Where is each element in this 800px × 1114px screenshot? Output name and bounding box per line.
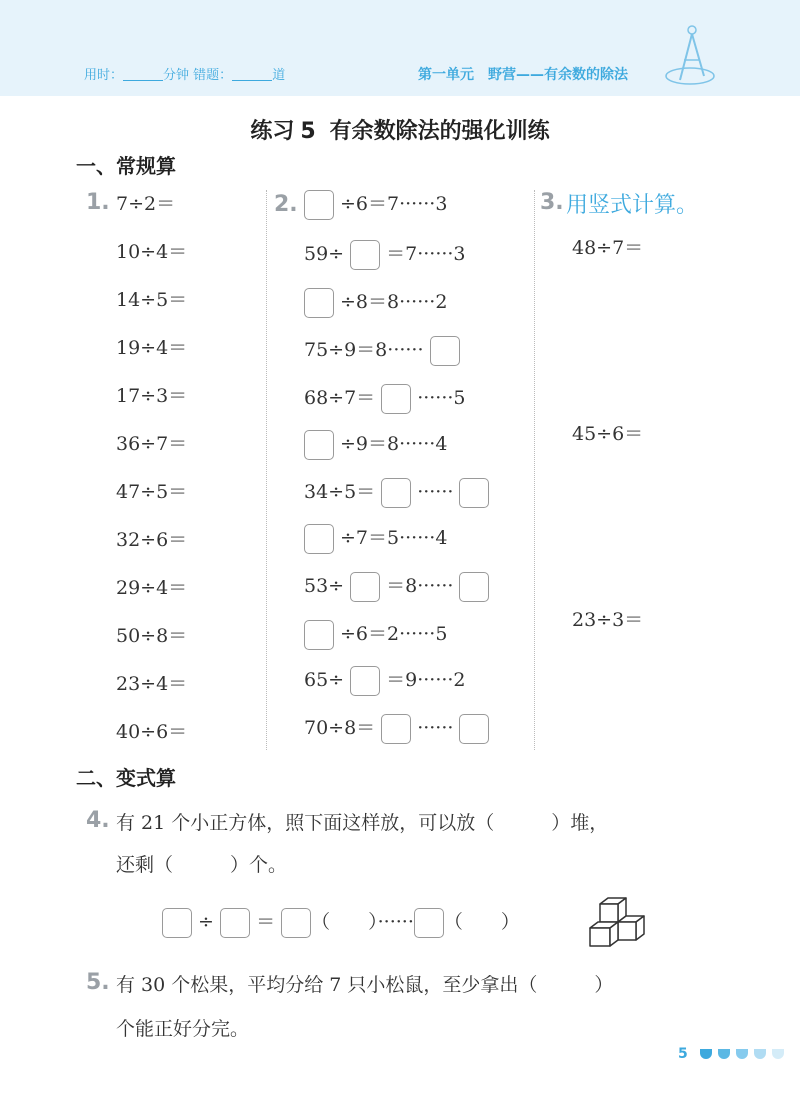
time-blank[interactable] — [123, 66, 163, 81]
q2-text: ＝7······3 — [386, 243, 466, 265]
q2-row — [304, 666, 472, 696]
q2-text: 75÷9＝8······ — [304, 339, 424, 361]
decor-drop-icon — [772, 1049, 784, 1059]
q2-row — [304, 524, 453, 554]
q3-item: 23÷3＝ — [572, 609, 644, 631]
answer-box[interactable] — [430, 336, 460, 366]
answer-box[interactable] — [304, 288, 334, 318]
section-2-heading: 二、变式算 — [76, 766, 176, 790]
decor-drop-icon — [718, 1049, 730, 1059]
q2-text: 68÷7＝ — [304, 387, 376, 409]
q2-number: 2. — [274, 192, 298, 217]
q2-row — [304, 384, 472, 414]
q2-text: ······ — [417, 481, 454, 503]
q2-text: ÷7＝5······4 — [340, 527, 448, 549]
answer-box[interactable] — [381, 478, 411, 508]
q5-line-2: 个能正好分完。 — [116, 1018, 250, 1040]
cube-stack-icon — [586, 896, 646, 950]
decor-drop-icon — [736, 1049, 748, 1059]
q2-text: ＝8······ — [386, 575, 454, 597]
q3-label: 用竖式计算。 — [566, 193, 699, 218]
unit-paren: （ ） — [311, 911, 378, 933]
q1-item: 32÷6＝ — [116, 529, 188, 551]
q5-line-1: 有 30 个松果，平均分给 7 只小松鼠，至少拿出（ ） — [116, 974, 614, 996]
q2-text: ÷9＝8······4 — [340, 433, 448, 455]
title-prefix: 练习 — [250, 119, 295, 144]
answer-box[interactable] — [459, 572, 489, 602]
title-number: 5 — [300, 119, 316, 144]
unit-title: 第一单元 野营——有余数的除法 — [418, 67, 628, 83]
q1-item: 17÷3＝ — [116, 385, 188, 407]
q2-text: ······ — [417, 717, 454, 739]
q1-item: 10÷4＝ — [116, 241, 188, 263]
answer-box[interactable] — [350, 666, 380, 696]
q4-line-1: 有 21 个小正方体，照下面这样放，可以放（ ）堆， — [116, 812, 609, 834]
answer-box[interactable] — [381, 384, 411, 414]
q2-row — [304, 714, 489, 744]
q1-number: 1. — [86, 190, 110, 215]
answer-box[interactable] — [459, 714, 489, 744]
divider-1 — [266, 190, 267, 750]
answer-box[interactable] — [304, 430, 334, 460]
q2-text: 53÷ — [304, 575, 345, 597]
decor-drop-icon — [700, 1049, 712, 1059]
answer-box[interactable] — [350, 240, 380, 270]
q2-text: ÷6＝7······3 — [340, 193, 448, 215]
q1-item: 36÷7＝ — [116, 433, 188, 455]
time-unit: 分钟 — [163, 68, 190, 83]
answer-box[interactable] — [162, 908, 192, 938]
q3-item: 48÷7＝ — [572, 237, 644, 259]
q2-text: ······5 — [417, 387, 466, 409]
q2-row — [304, 190, 453, 220]
q2-row — [304, 620, 453, 650]
q2-row — [304, 336, 460, 366]
q1-item: 7÷2＝ — [116, 193, 176, 215]
remainder-dots: ······ — [377, 911, 414, 933]
q1-item: 50÷8＝ — [116, 625, 188, 647]
errors-unit: 道 — [272, 68, 286, 83]
q2-text: 65÷ — [304, 669, 345, 691]
title-text: 有余数除法的强化训练 — [329, 119, 550, 144]
q1-item: 14÷5＝ — [116, 289, 188, 311]
errors-blank[interactable] — [232, 66, 272, 81]
answer-box[interactable] — [220, 908, 250, 938]
answer-box[interactable] — [281, 908, 311, 938]
q1-item: 47÷5＝ — [116, 481, 188, 503]
answer-box[interactable] — [350, 572, 380, 602]
eq-sign: ＝ — [256, 911, 276, 933]
q2-row — [304, 478, 489, 508]
q1-item: 40÷6＝ — [116, 721, 188, 743]
q1-item: 29÷4＝ — [116, 577, 188, 599]
q2-text: ＝9······2 — [386, 669, 466, 691]
q1-item: 19÷4＝ — [116, 337, 188, 359]
q2-text: 34÷5＝ — [304, 481, 376, 503]
q2-row — [304, 572, 489, 602]
answer-box[interactable] — [414, 908, 444, 938]
q3-number: 3. — [540, 190, 564, 215]
time-label: 用时： — [84, 68, 124, 83]
q4-line-2: 还剩（ ）个。 — [116, 854, 288, 876]
unit-paren: （ ） — [443, 911, 520, 933]
q2-row — [304, 430, 453, 460]
q2-text: 59÷ — [304, 243, 345, 265]
answer-box[interactable] — [459, 478, 489, 508]
q2-text: ÷6＝2······5 — [340, 623, 448, 645]
answer-box[interactable] — [304, 620, 334, 650]
page-title — [0, 114, 800, 145]
div-sign: ÷ — [198, 911, 214, 933]
q3-item: 45÷6＝ — [572, 423, 644, 445]
answer-box[interactable] — [304, 524, 334, 554]
q1-item: 23÷4＝ — [116, 673, 188, 695]
decor-drop-icon — [754, 1049, 766, 1059]
page-number: 5 — [678, 1046, 688, 1062]
q2-row — [304, 288, 453, 318]
section-1-heading: 一、常规算 — [76, 154, 176, 178]
answer-box[interactable] — [304, 190, 334, 220]
q4-equation — [162, 908, 520, 938]
q4-number: 4. — [86, 808, 110, 833]
q2-row — [304, 240, 472, 270]
errors-label: 错题： — [193, 68, 233, 83]
header-time-errors — [84, 64, 285, 83]
compass-icon — [660, 20, 720, 90]
q2-text: ÷8＝8······2 — [340, 291, 448, 313]
q5-number: 5. — [86, 970, 110, 995]
q2-text: 70÷8＝ — [304, 717, 376, 739]
divider-2 — [534, 190, 535, 750]
answer-box[interactable] — [381, 714, 411, 744]
